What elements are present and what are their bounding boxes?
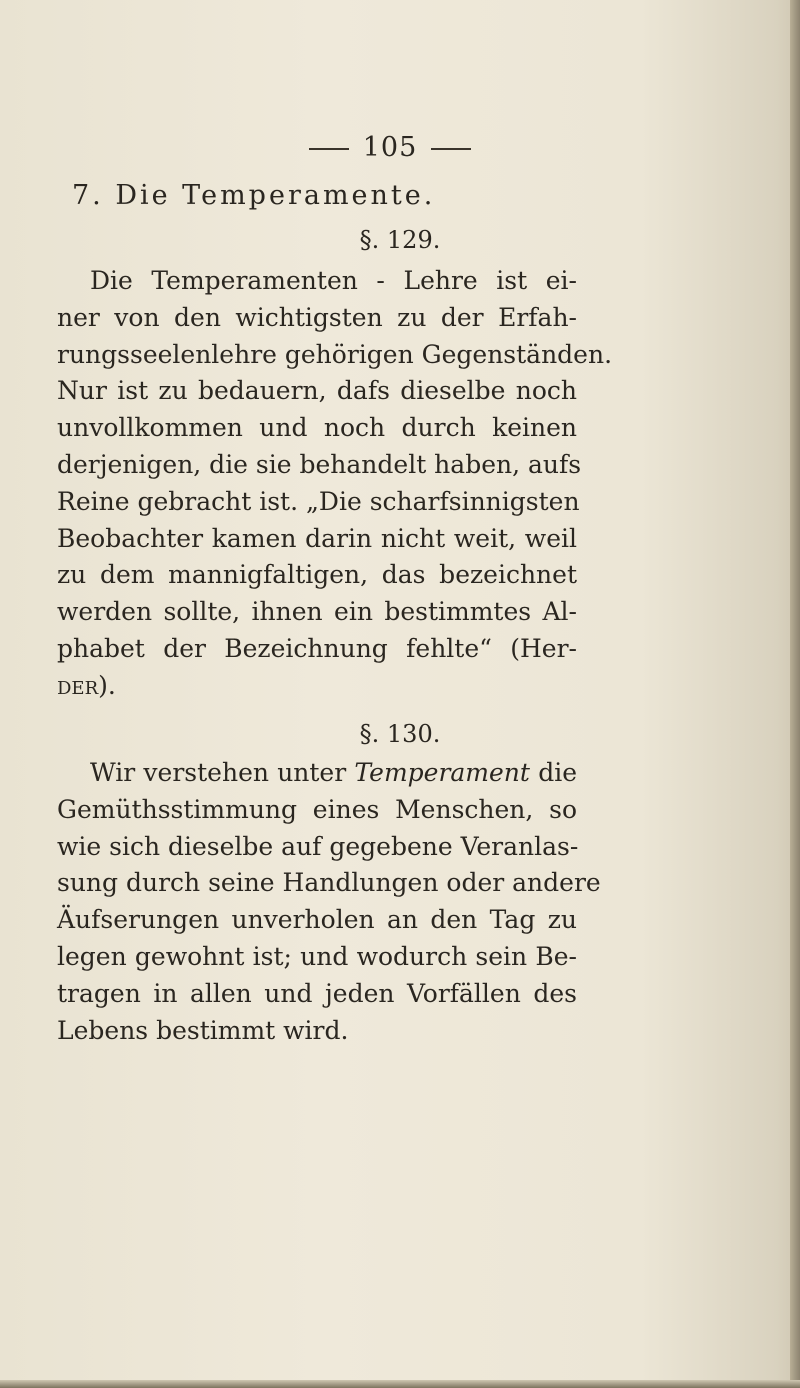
text-line: Reine gebracht ist. „Die scharfsinnigsten: [57, 486, 580, 516]
text-line: tragen in allen und jeden Vorfällen des: [57, 978, 577, 1008]
text-line: Gemüthsstimmung eines Menschen, so: [57, 794, 577, 824]
text-line: Lebens bestimmt wird.: [57, 1015, 349, 1045]
section-mark-129: §. 129.: [359, 226, 441, 254]
section-mark-130: §. 130.: [359, 720, 441, 748]
page-number: 105: [362, 132, 418, 163]
page-header: [230, 132, 550, 163]
emphasis-term: Temperament: [354, 758, 530, 787]
text-line: zu dem mannigfaltigen, das bezeichnet: [57, 560, 577, 590]
header-dash-left: [309, 148, 349, 150]
text-line: ner von den wichtigsten zu der Erfah-: [57, 302, 577, 332]
text-line: [57, 755, 577, 792]
text-line: legen gewohnt ist; und wodurch sein Be-: [57, 941, 577, 971]
text-line: sung durch seine Handlungen oder andere: [57, 868, 601, 898]
text-line: unvollkommen und noch durch keinen: [57, 413, 577, 443]
text-fragment: Wir verstehen unter: [90, 758, 347, 787]
chapter-heading: 7. Die Temperamente.: [72, 180, 436, 211]
text-line: Beobachter kamen darin nicht weit, weil: [57, 523, 577, 553]
text-line: phabet der Bezeichnung fehlte“ (Her-: [57, 633, 577, 663]
text-line: der).: [57, 670, 116, 700]
section-130-text: [57, 755, 601, 1049]
text-fragment: die: [538, 758, 577, 787]
text-line: werden sollte, ihnen ein bestimmtes Al-: [57, 597, 577, 627]
text-line: Nur ist zu bedauern, dafs dieselbe noch: [57, 376, 577, 406]
text-line: Die Temperamenten - Lehre ist ei-: [90, 266, 577, 295]
text-line: derjenigen, die sie behandelt haben, aufs: [57, 449, 582, 479]
page-bottom-shadow: [0, 1380, 800, 1388]
header-dash-right: [431, 148, 471, 150]
text-line: wie sich dieselbe auf gegebene Veranlas-: [57, 831, 579, 861]
section-129-text: [57, 263, 613, 705]
page-edge-shadow: [790, 0, 800, 1388]
text-line: Äufserungen unverholen an den Tag zu: [57, 905, 577, 935]
text-line: rungsseelenlehre gehörigen Gegenständen.: [57, 339, 613, 369]
